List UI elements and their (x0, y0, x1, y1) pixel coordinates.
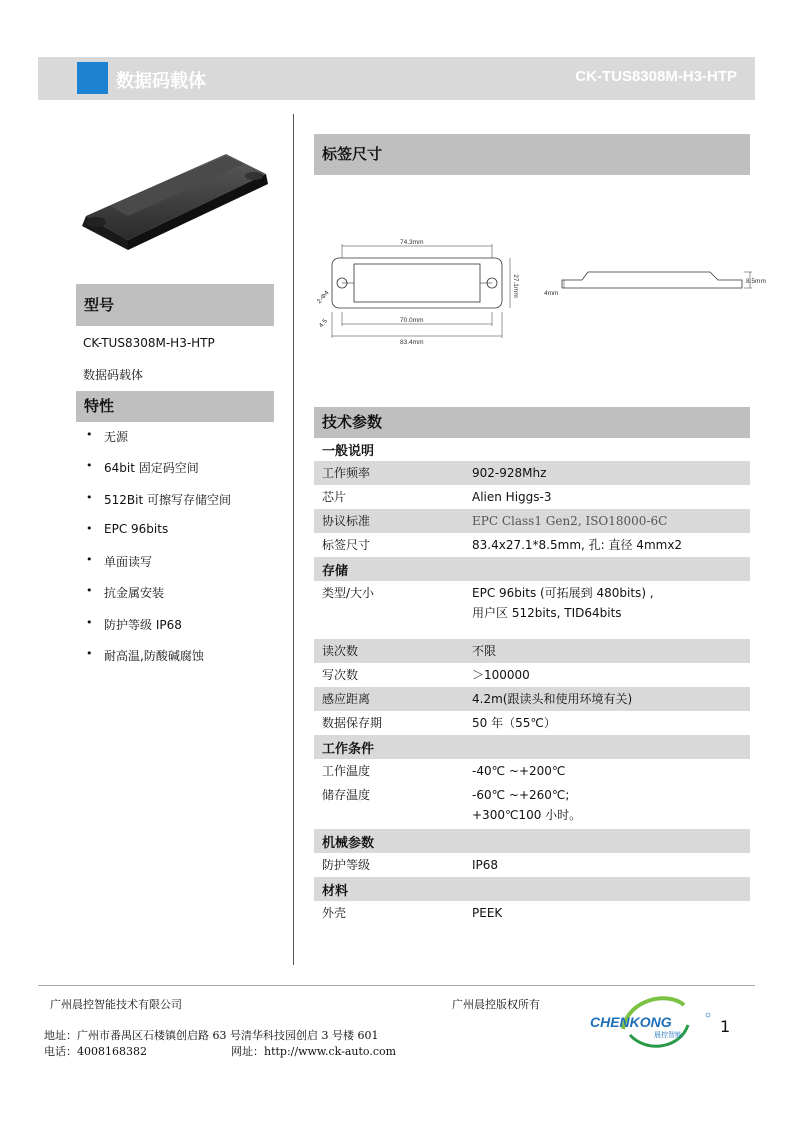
dim-label-step: 4mm (544, 290, 559, 297)
spec-table (314, 437, 750, 925)
spec-value: -60℃ ~+260℃; (472, 788, 570, 802)
list-item: • 抗金属安装 (86, 584, 165, 601)
spec-value-line2: +300℃100 小时。 (472, 808, 582, 822)
footer-website[interactable]: 网址：http://www.ck-auto.com (231, 1045, 397, 1058)
dim-label-hole: 2-Φ4 (315, 289, 331, 306)
dimension-drawing (314, 232, 774, 352)
dim-label-height: 27.1mm (512, 274, 519, 298)
product-image (76, 146, 274, 256)
spec-value: -40℃ ~+200℃ (472, 764, 566, 778)
list-item: • EPC 96bits (86, 521, 169, 536)
spec-label: 芯片 (322, 490, 347, 504)
company-logo (588, 991, 713, 1051)
spec-label: 数据保存期 (322, 716, 383, 730)
spec-label: 外壳 (322, 906, 347, 920)
footer-copyright: 广州晨控版权所有 (452, 998, 540, 1011)
header-model-code: CK-TUS8308M-H3-HTP (575, 68, 737, 85)
spec-value: Alien Higgs-3 (472, 490, 552, 504)
spec-value: 83.4x27.1*8.5mm, 孔: 直径 4mmx2 (472, 538, 683, 552)
page-number: 1 (720, 1017, 731, 1036)
dim-label-top: 74.3mm (400, 239, 424, 246)
spec-category: 机械参数 (314, 829, 750, 853)
table-row (314, 783, 750, 829)
spec-label: 读次数 (322, 644, 359, 658)
table-row (314, 639, 750, 663)
model-description: 数据码载体 (83, 368, 144, 382)
spec-label: 工作频率 (322, 466, 371, 480)
table-row (314, 533, 750, 557)
spec-value: EPC 96bits (可拓展到 480bits) , (472, 586, 654, 600)
spec-value: PEEK (472, 906, 503, 920)
header-accent-square (77, 62, 108, 94)
footer-address: 地址：广州市番禺区石楼镇创启路 63 号清华科技园创启 3 号楼 601 (44, 1029, 379, 1042)
table-row (314, 485, 750, 509)
table-row (314, 687, 750, 711)
table-row (314, 711, 750, 735)
spec-value: 50 年（55℃） (472, 716, 556, 730)
spec-label: 类型/大小 (322, 586, 375, 600)
spec-value-line2: 用户区 512bits, TID64bits (472, 606, 622, 620)
page-title: 数据码载体 (116, 71, 206, 92)
list-item: • 512Bit 可擦写存储空间 (86, 490, 231, 507)
spec-value: 902-928Mhz (472, 466, 547, 480)
list-item: • 防护等级 IP68 (86, 615, 182, 632)
spec-category: 存储 (314, 557, 750, 581)
spec-category: 工作条件 (314, 735, 750, 759)
spec-category: 一般说明 (322, 443, 375, 459)
spec-value: ＞100000 (472, 668, 530, 682)
table-row (314, 853, 750, 877)
svg-text:CHENKONG: CHENKONG (590, 1014, 672, 1030)
table-row (314, 663, 750, 687)
list-item: • 耐高温,防酸碱腐蚀 (86, 647, 204, 664)
table-row (314, 901, 750, 925)
table-row (314, 509, 750, 533)
spec-label: 写次数 (322, 668, 359, 682)
dimensions-heading: 标签尺寸 (314, 134, 750, 175)
list-item: • 无源 (86, 428, 129, 444)
spec-label: 储存温度 (322, 788, 371, 802)
spec-label: 工作温度 (322, 764, 371, 778)
list-item: • 单面读写 (86, 553, 153, 570)
footer-phone: 电话：4008168382 (44, 1045, 147, 1058)
list-item: • 64bit 固定码空间 (86, 459, 199, 476)
dim-label-total: 83.4mm (400, 339, 424, 346)
spec-value: IP68 (472, 858, 499, 872)
model-code: CK-TUS8308M-H3-HTP (83, 336, 215, 350)
column-divider (293, 114, 294, 965)
dim-label-pitch: 70.0mm (400, 317, 424, 324)
spec-label: 标签尺寸 (322, 538, 371, 552)
spec-label: 防护等级 (322, 858, 371, 872)
footer-divider (38, 985, 755, 986)
features-heading: 特性 (76, 391, 274, 422)
svg-text:晨控智能: 晨控智能 (654, 1031, 682, 1039)
footer-company: 广州晨控智能技术有限公司 (50, 998, 182, 1011)
model-heading: 型号 (76, 284, 274, 326)
dim-label-thickness: 8.5mm (746, 278, 766, 285)
table-row (314, 581, 750, 639)
specs-heading: 技术参数 (314, 407, 750, 438)
dim-label-corner: 4.5 (317, 317, 330, 330)
spec-label: 协议标准 (322, 514, 371, 528)
spec-value: 不限 (472, 644, 497, 658)
table-row (314, 461, 750, 485)
features-list (86, 428, 231, 678)
spec-label: 感应距离 (322, 692, 371, 706)
spec-category: 材料 (314, 877, 750, 901)
table-row (314, 759, 750, 783)
spec-value: 4.2m(跟读头和使用环境有关) (472, 692, 633, 706)
spec-value: EPC Class1 Gen2, ISO18000-6C (472, 514, 668, 528)
